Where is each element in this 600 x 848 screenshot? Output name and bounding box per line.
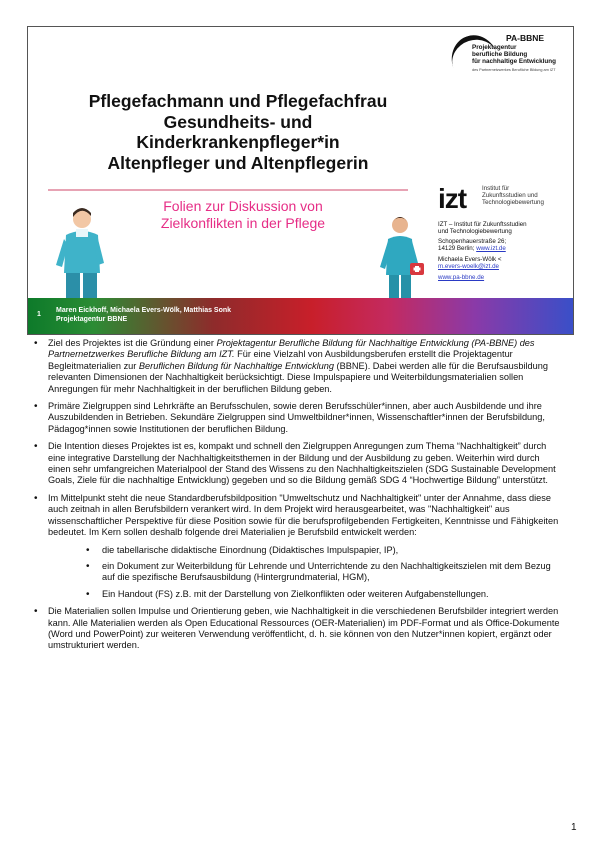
pa-bbne-website-link[interactable]: www.pa-bbne.de	[438, 274, 485, 281]
slide-subtitle: Folien zur Diskussion von Zielkonflikten in der Pflege	[160, 198, 326, 231]
list-item: • Die Intention dieses Projektes ist es, kompakt und schnell den Zielgruppen Anregungen zum Thema “Nachhaltigkeit” durch eine integrative Darstellung der Nachhaltigkeitsthemen in der Bildung und der Ausbildung zu geben. Weiterhin wird durch einen sehr umfangreichen Materialpool der Stand des Wissens zu den Nachhaltigkeitszielen (SDG Sustainable Development Goals, Ziele für die nachhaltige Entwicklung) gegeben und so die Bildung gemäß SDG 4 “Hochwertige Bildung” unterstützt.	[36, 441, 564, 487]
footer-credits: Maren Eickhoff, Michaela Evers-Wölk, Matthias Sonk Projektagentur BBNE	[56, 307, 232, 323]
contact-email-link[interactable]: m.evers-woelk@izt.de	[438, 263, 499, 270]
izt-name-line1: IZT – Institut für Zukunftsstudien	[438, 221, 527, 228]
slide-title: Pflegefachmann und Pflegefachfrau Gesundheits- und Kinderkrankenpfleger*in Altenpfleger und Altenpflegerin	[88, 91, 388, 173]
izt-address-street: Schopenhauerstraße 26;	[438, 238, 507, 245]
slide-footer	[28, 298, 573, 334]
slide-number: 1	[37, 311, 41, 318]
list-item: • Ziel des Projektes ist die Gründung einer Projektagentur Berufliche Bildung für Nachhaltige Entwicklung (PA-BBNE) des Partnernetzwerkes Berufliche Bildung am IZT. Für eine Vielzahl von Ausbildungsberufen erstellt die Projektagentur Begleitmaterialien zur Beruflichen Bildung für Nachhaltige Entwicklung (BBNE). Dabei werden alle für die Berufsausbildung relevanten Dimensionen der Nachhaltigkeit berücksichtigt. Diese Impulspapiere und Weiterbildungsmaterialien sollen Anregungen für mehr Nachhaltigkeit in der beruflichen Bildung geben.	[36, 338, 564, 395]
page-number: 1	[571, 822, 577, 833]
izt-logo: izt	[438, 183, 467, 214]
logo-name: PA-BBNE	[506, 33, 545, 43]
contact-name: Michaela Evers-Wölk <	[438, 256, 502, 263]
list-item: • Die Materialien sollen Impulse und Orientierung geben, wie Nachhaltigkeit in die verschiedenen Berufsbilder integriert werden kann. Alle Materialien werden als Open Educational Ressources (OER-Materialien) im PDF-Format und als Office-Dokumente (Word und PowerPoint) zur weiteren Verwendung veröffentlicht, d. h. sie können von den Nutzer*innen kopiert, ergänzt oder umstrukturiert werden.	[36, 606, 564, 652]
list-item: • Primäre Zielgruppen sind Lehrkräfte an Berufsschulen, sowie deren Berufsschüler*innen, aber auch Ausbildende und ihre Auszubildenden in Betrieben. Sekundäre Zielgruppen sind Umweltbildner*innen, Wissenschaftler*innen der Berufsbildung, Pädagog*innen sowie Institutionen der beruflichen Bildung.	[36, 401, 564, 435]
logo-subtitle: Projektagentur berufliche Bildung für nachhaltige Entwicklung	[472, 44, 556, 66]
pa-bbne-logo	[448, 33, 568, 93]
list-item: • Im Mittelpunkt steht die neue Standardberufsbildposition "Umweltschutz und Nachhaltigkeit" unter der Annahme, dass diese auch zeitnah in allen Berufsbildern verankert wird. In dem Projekt wird herausgearbeitet, was "Nachhaltigkeit" aus wissenschaftlicher Perspektive für diese Position sowie für die berufsprofilgebenden Fertigkeiten, Kenntnisse und Fähigkeiten bedeutet. Im Kern sollen deshalb folgende drei Materialien je Berufsbild entwickelt werden: • die tabellarische didaktische Einordnung (Didaktisches Impulspapier, IP), • ein Dokument zur Weiterbildung für Lehrende und Unterrichtende zu den Nachhaltigkeitszielen mit dem Bezug auf die spezifische Berufsausbildung (Hintergrundmaterial, HGM), • Ein Handout (FS) z.B. mit der Darstellung von Zielkonflikten oder weiteren Aufgabenstellungen.	[36, 493, 564, 600]
title-divider	[48, 189, 408, 191]
title-slide	[27, 26, 574, 335]
notes-body	[36, 338, 564, 658]
sub-list-item: • Ein Handout (FS) z.B. mit der Darstellung von Zielkonflikten oder weiteren Aufgabenstellungen.	[48, 589, 564, 600]
izt-address-city: 14129 Berlin; www.izt.de	[438, 245, 506, 252]
sub-list-item: • die tabellarische didaktische Einordnung (Didaktisches Impulspapier, IP),	[48, 545, 564, 556]
sub-list-item: • ein Dokument zur Weiterbildung für Lehrende und Unterrichtende zu den Nachhaltigkeitszielen mit dem Bezug auf die spezifische Berufsausbildung (Hintergrundmaterial, HGM),	[48, 561, 564, 584]
izt-website-link[interactable]: www.izt.de	[476, 245, 506, 252]
izt-name-line2: und Technologiebewertung	[438, 228, 512, 235]
izt-logo-subtitle: Institut für Zukunftsstudien und Technologiebewertung	[482, 185, 544, 206]
logo-tagline: des Partnernetzwerkes Berufliche Bildung am IZT	[472, 68, 556, 72]
